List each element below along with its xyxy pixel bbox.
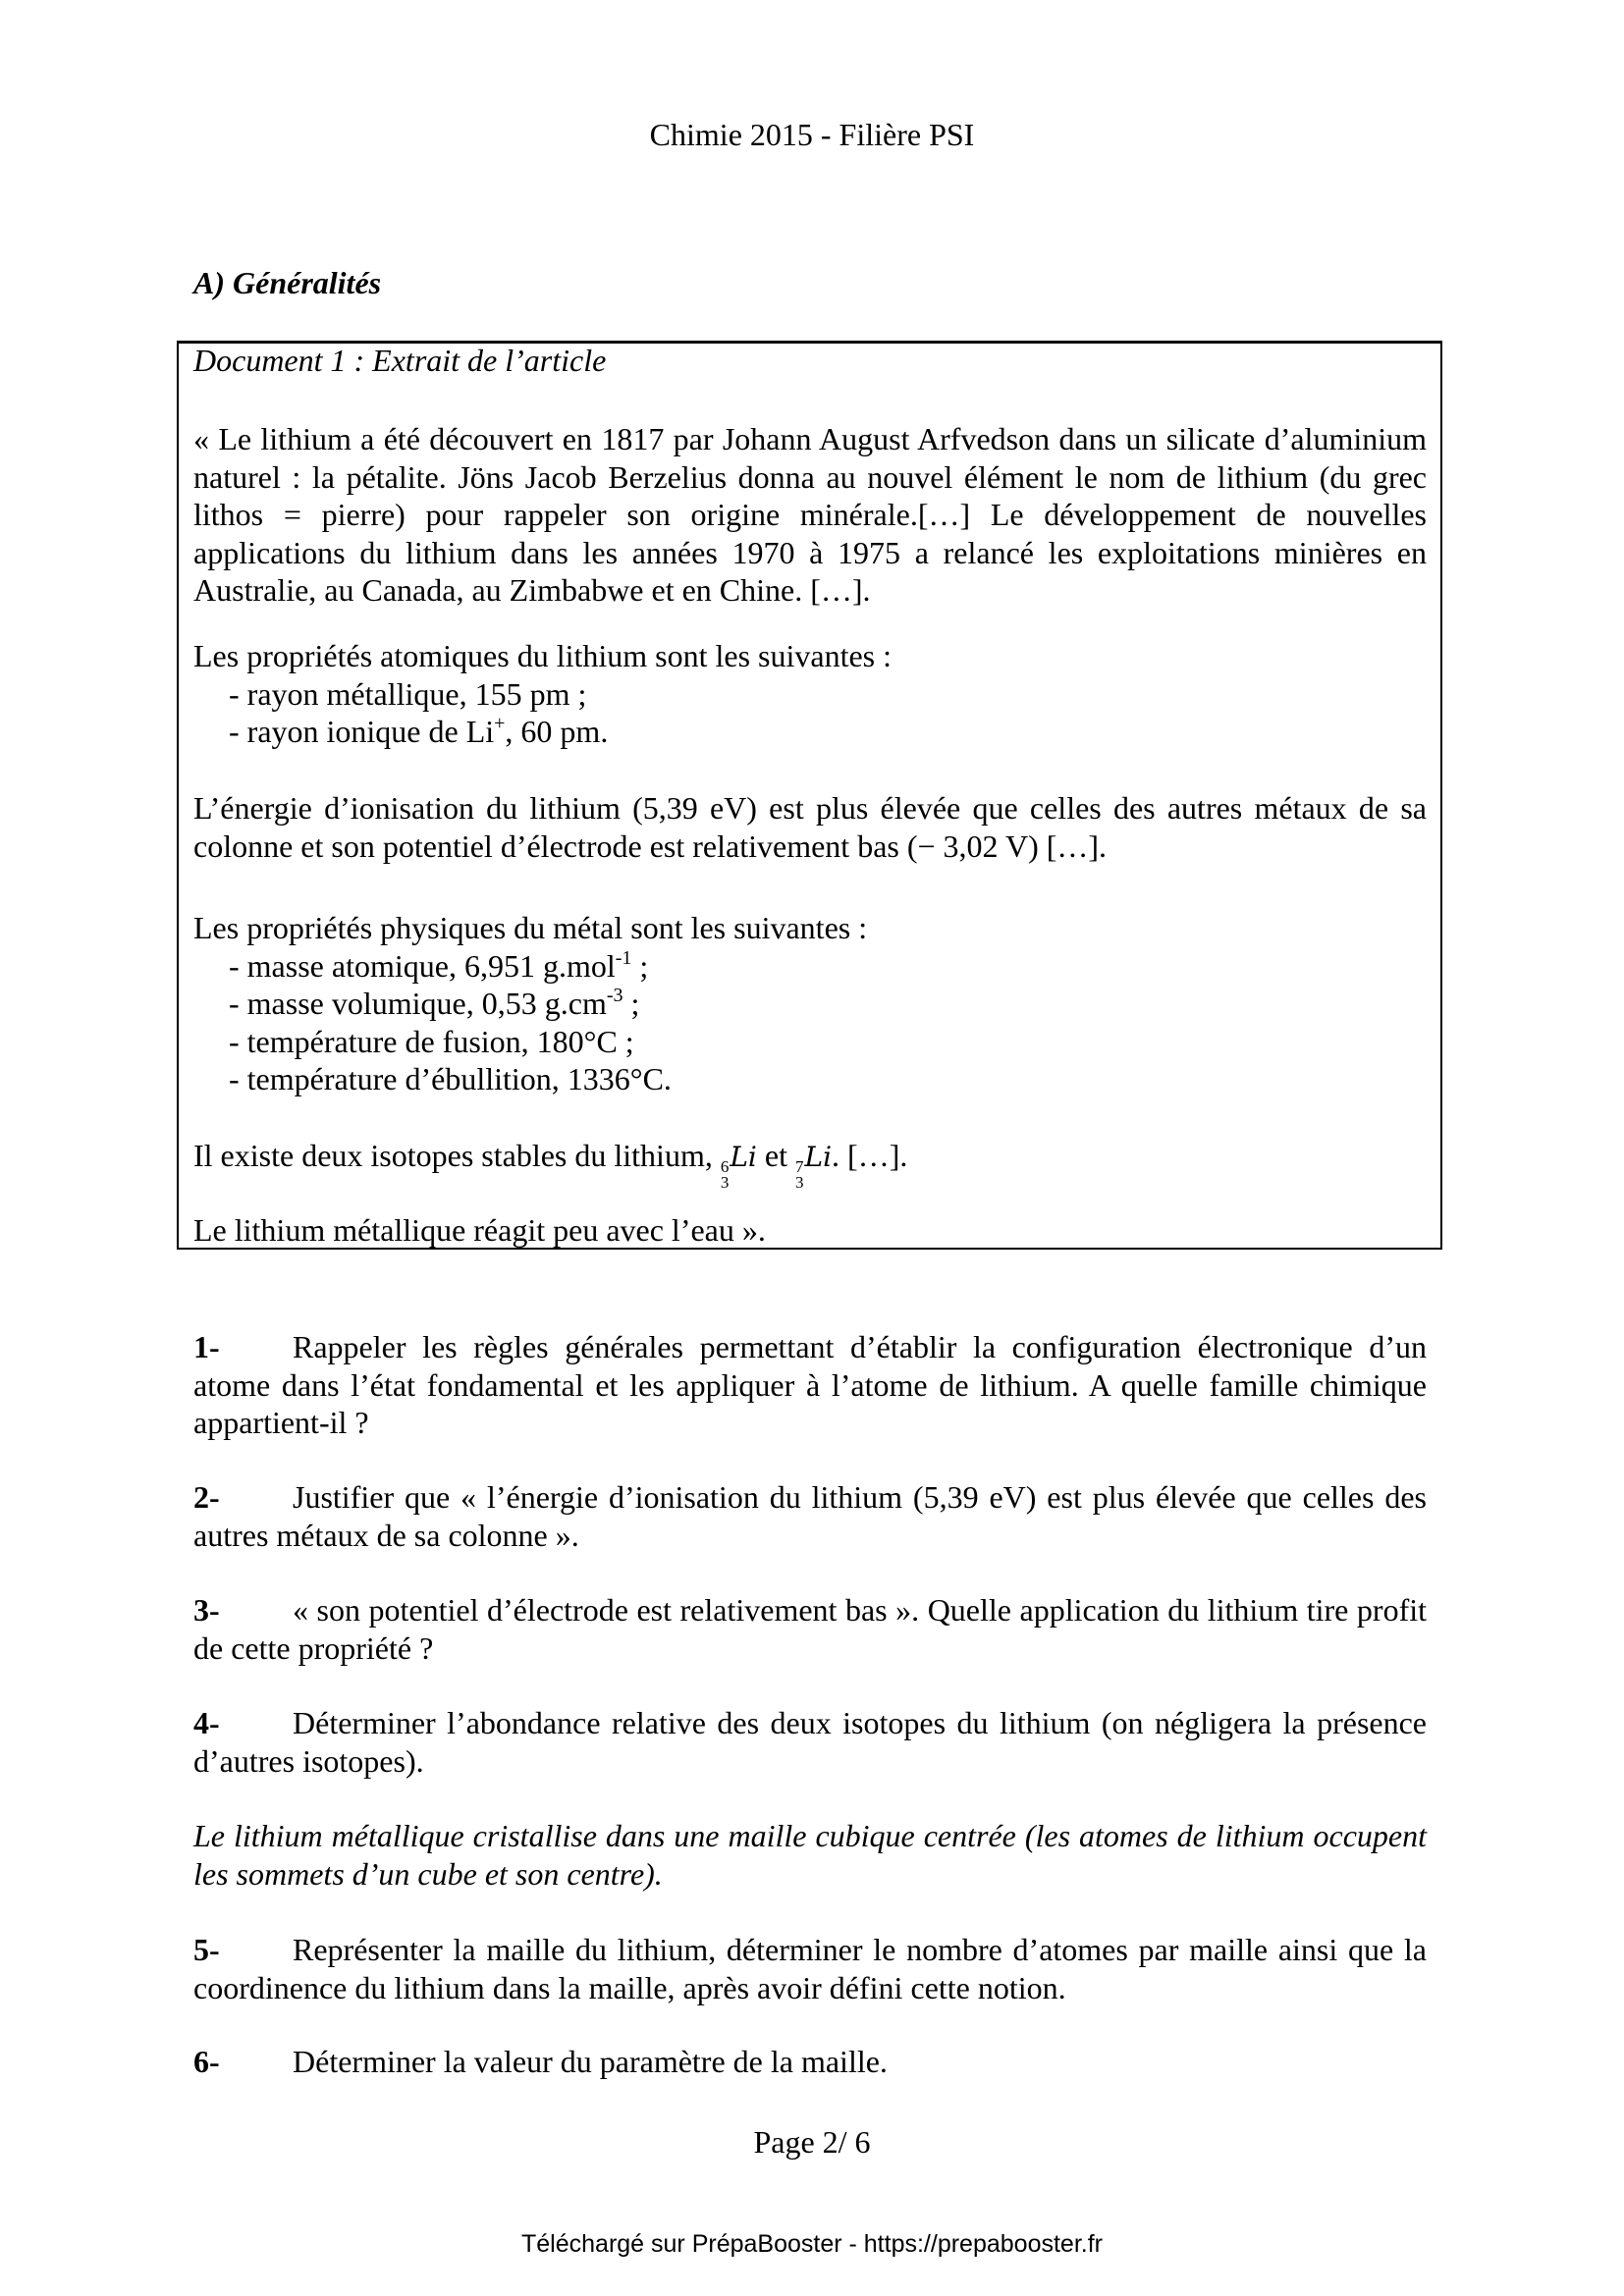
question-text: Justifier que « l’énergie d’ionisation du lithium (5,39 eV) est plus élevée que celles des autres métaux de sa colonne ». <box>193 1479 1427 1553</box>
element-symbol: Li <box>730 1141 757 1173</box>
atomic-number: 3 <box>794 1173 804 1192</box>
item-text: ; <box>623 986 640 1021</box>
download-footer: Téléchargé sur PrépaBooster - https://prepabooster.fr <box>521 2230 1103 2258</box>
physical-property-item <box>193 985 1427 1023</box>
isotopes-text: Il existe deux isotopes stables du lithium, <box>193 1138 721 1173</box>
isotopes-paragraph <box>193 1137 1427 1191</box>
physical-properties <box>193 909 1427 1098</box>
question-number: 6- <box>193 2044 220 2079</box>
question-text: « son potentiel d’électrode est relativement bas ». Quelle application du lithium tire profit de cette propriété ? <box>193 1592 1427 1666</box>
question-number: 3- <box>193 1592 220 1628</box>
atomic-number: 3 <box>720 1173 730 1192</box>
page-header: Chimie 2015 - Filière PSI <box>649 117 975 152</box>
question-1 <box>193 1328 1427 1442</box>
physical-property-item: - température de fusion, 180°C ; <box>229 1023 634 1059</box>
question-number: 4- <box>193 1705 220 1740</box>
atomic-property-item: - rayon métallique, 155 pm ; <box>229 675 587 712</box>
superscript: -1 <box>615 946 632 969</box>
atomic-property-item <box>193 713 1427 751</box>
question-text: Déterminer l’abondance relative des deux isotopes du lithium (on négligera la présence d’autres isotopes). <box>193 1705 1427 1779</box>
atomic-properties <box>193 637 1427 751</box>
item-text: - masse volumique, 0,53 g.cm <box>229 986 607 1021</box>
document-closing: Le lithium métallique réagit peu avec l’eau ». <box>193 1212 766 1248</box>
document-title: Document 1 : Extrait de l’article <box>193 343 607 378</box>
question-number: 5- <box>193 1932 220 1967</box>
item-text: - rayon ionique de Li <box>229 714 495 749</box>
physical-property-item <box>193 947 1427 986</box>
section-title: A) Généralités <box>193 265 382 300</box>
physical-property-item: - température d’ébullition, 1336°C. <box>229 1061 672 1096</box>
isotopes-text: . […]. <box>832 1138 908 1173</box>
question-3 <box>193 1591 1427 1667</box>
question-6 <box>193 2043 1427 2081</box>
question-text: Rappeler les règles générales permettant d’établir la configuration électronique d’un atome dans l’état fondamental et les appliquer à l’atome de lithium. A quelle famille chimique appartient-il ? <box>193 1329 1427 1440</box>
question-number: 1- <box>193 1329 220 1364</box>
superscript: -3 <box>606 985 623 1006</box>
physical-properties-heading: Les propriétés physiques du métal sont les suivantes : <box>193 910 868 945</box>
document-intro: « Le lithium a été découvert en 1817 par Johann August Arfvedson dans un silicate d’aluminium naturel : la pétalite. Jöns Jacob Berzelius donna au nouvel élément le nom de lithium (du grec lithos = pierre) pour rappeler son origine minérale.[…] Le développement de nouvelles applications du lithium dans les années 1970 à 1975 a relancé les exploitations minières en Australie, au Canada, au Zimbabwe et en Chine. […]. <box>193 421 1427 608</box>
mass-number: 7 <box>794 1157 804 1176</box>
element-symbol: Li <box>804 1141 833 1173</box>
mass-number: 6 <box>720 1157 730 1176</box>
atomic-properties-heading: Les propriétés atomiques du lithium sont les suivantes : <box>193 638 893 673</box>
isotope-notation <box>721 1159 730 1191</box>
item-text: ; <box>631 947 649 984</box>
question-text: Représenter la maille du lithium, déterminer le nombre d’atomes par maille ainsi que la coordinence du lithium dans la maille, après avoir défini cette notion. <box>193 1932 1427 2005</box>
question-5 <box>193 1931 1427 2006</box>
superscript: + <box>494 713 506 734</box>
isotopes-text: et <box>756 1138 795 1173</box>
isotope-notation <box>795 1159 804 1191</box>
question-number: 2- <box>193 1479 220 1515</box>
question-2 <box>193 1478 1427 1554</box>
ionization-energy-paragraph: L’énergie d’ionisation du lithium (5,39 eV) est plus élevée que celles des autres métaux de sa colonne et son potentiel d’électrode est relativement bas (− 3,02 V) […]. <box>193 790 1427 864</box>
question-text: Déterminer la valeur du paramètre de la maille. <box>293 2044 888 2079</box>
question-4 <box>193 1704 1427 1780</box>
item-text: , 60 pm. <box>505 714 609 749</box>
item-text: - masse atomique, 6,951 g.mol <box>229 947 616 984</box>
crystal-statement: Le lithium métallique cristallise dans une maille cubique centrée (les atomes de lithium occupent les sommets d’un cube et son centre). <box>193 1818 1427 1892</box>
page-number: Page 2/ 6 <box>753 2124 871 2160</box>
